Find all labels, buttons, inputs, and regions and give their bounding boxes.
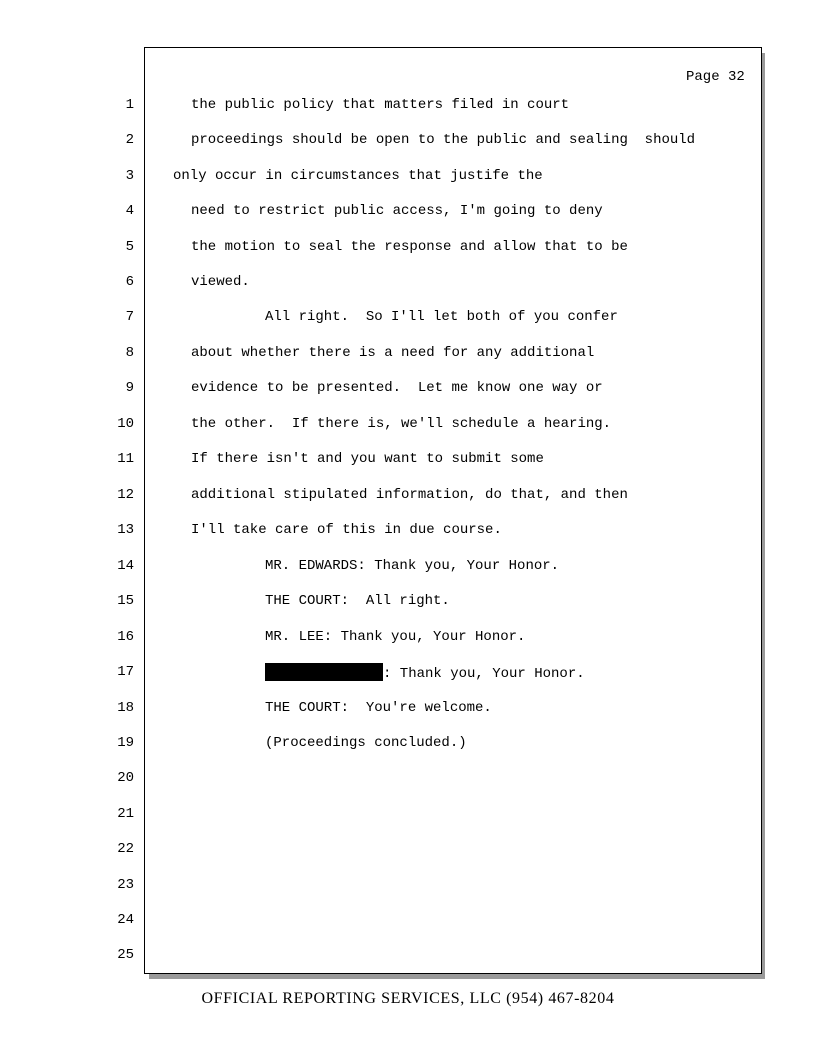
speaker-line: THE COURT: You're welcome. xyxy=(265,700,492,716)
transcript-page xyxy=(144,47,762,974)
transcript-line: the motion to seal the response and allow that to be xyxy=(191,239,628,255)
speaker-line-redacted xyxy=(265,663,585,683)
transcript-line: about whether there is a need for any additional xyxy=(191,345,595,361)
line-number: 6 xyxy=(125,274,134,290)
line-number: 5 xyxy=(125,239,134,255)
line-number: 16 xyxy=(117,629,134,645)
transcript-line: only occur in circumstances that justife the xyxy=(173,168,543,184)
line-number: 17 xyxy=(117,664,134,680)
line-number: 23 xyxy=(117,877,134,893)
page-number: Page 32 xyxy=(686,69,745,85)
transcript-line: evidence to be presented. Let me know one way or xyxy=(191,380,603,396)
line-number: 11 xyxy=(117,451,134,467)
footer-reporter: OFFICIAL REPORTING SERVICES, LLC (954) 467-8204 xyxy=(201,990,615,1007)
line-number: 15 xyxy=(117,593,134,609)
line-number: 7 xyxy=(125,309,134,325)
line-number: 10 xyxy=(117,416,134,432)
transcript-line: viewed. xyxy=(191,274,250,290)
speaker-line: MR. LEE: Thank you, Your Honor. xyxy=(265,629,526,645)
line-number: 12 xyxy=(117,487,134,503)
speaker-line: MR. EDWARDS: Thank you, Your Honor. xyxy=(265,558,560,574)
line-number: 21 xyxy=(117,806,134,822)
line-number: 4 xyxy=(125,203,134,219)
line-number: 18 xyxy=(117,700,134,716)
transcript-line: proceedings should be open to the public and sealing should xyxy=(191,132,696,148)
transcript-line: the other. If there is, we'll schedule a hearing. xyxy=(191,416,612,432)
transcript-line: If there isn't and you want to submit some xyxy=(191,451,544,467)
line-number: 1 xyxy=(125,97,134,113)
speaker-line: (Proceedings concluded.) xyxy=(265,735,467,751)
line-number: 25 xyxy=(117,947,134,963)
redaction-block xyxy=(265,663,383,681)
transcript-line: additional stipulated information, do that, and then xyxy=(191,487,628,503)
line-number: 19 xyxy=(117,735,134,751)
line-number: 14 xyxy=(117,558,134,574)
line-number: 13 xyxy=(117,522,134,538)
line-number: 8 xyxy=(125,345,134,361)
transcript-line: the public policy that matters filed in court xyxy=(191,97,570,113)
transcript-line: All right. So I'll let both of you confer xyxy=(265,309,618,325)
line-number: 20 xyxy=(117,770,134,786)
line-number: 2 xyxy=(125,132,134,148)
transcript-line: need to restrict public access, I'm going to deny xyxy=(191,203,603,219)
line-number: 24 xyxy=(117,912,134,928)
line-number: 22 xyxy=(117,841,134,857)
line-number: 9 xyxy=(125,380,134,396)
transcript-line: I'll take care of this in due course. xyxy=(191,522,502,538)
line-number: 3 xyxy=(125,168,134,184)
speaker-line: THE COURT: All right. xyxy=(265,593,450,609)
speaker-line-text: : Thank you, Your Honor. xyxy=(383,666,585,682)
